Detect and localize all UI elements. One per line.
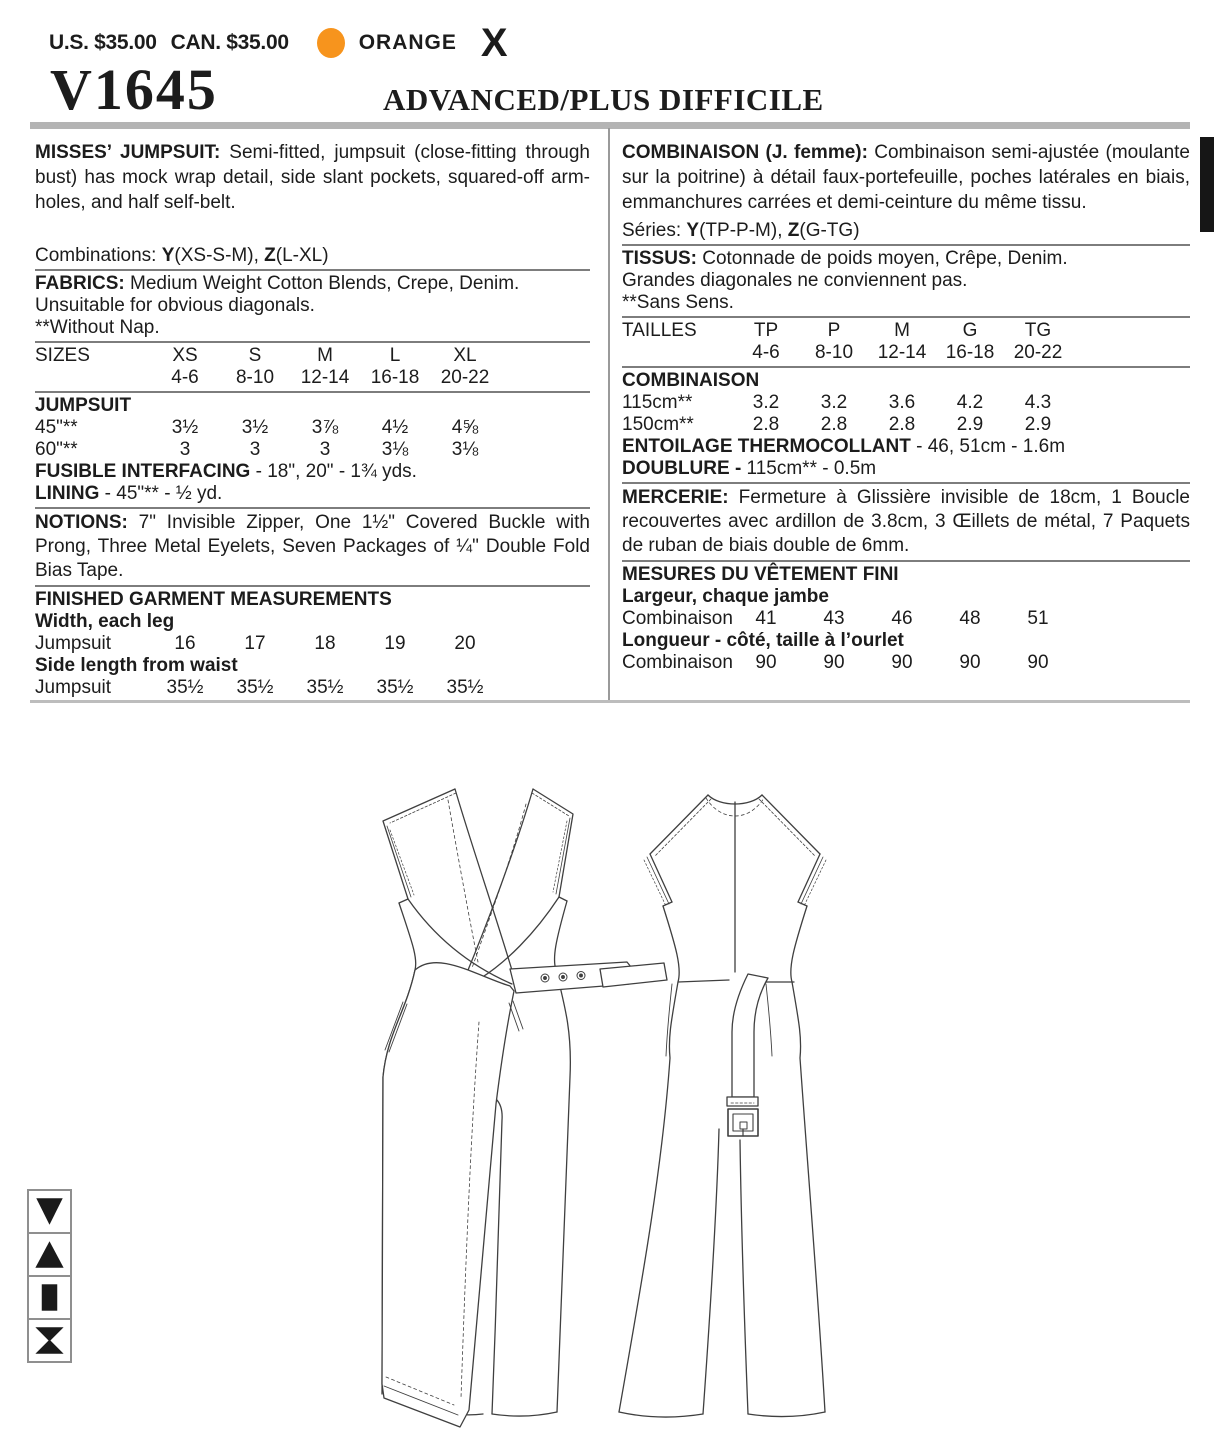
series-line: Séries: Y(TP-P-M), Z(G-TG) — [622, 220, 860, 241]
combinations-line: Combinations: Y(XS-S-M), Z(L-XL) — [35, 245, 329, 266]
right-edge-black-mark — [1200, 137, 1214, 232]
inverted-triangle-icon — [27, 1189, 72, 1234]
divider — [35, 269, 590, 271]
tissus-note1: Grandes diagonales ne conviennent pas. — [622, 270, 968, 291]
color-code: X — [480, 21, 508, 65]
divider — [35, 341, 590, 343]
divider — [622, 316, 1190, 318]
us-price: U.S. $35.00 — [49, 31, 157, 54]
divider — [35, 585, 590, 587]
french-column — [622, 140, 1190, 674]
hourglass-icon — [27, 1318, 72, 1363]
tissus-line: TISSUS: Cotonnade de poids moyen, Crêpe, Denim. — [622, 248, 1068, 269]
triangle-icon — [27, 1232, 72, 1277]
mesures-title: MESURES DU VÊTEMENT FINI — [622, 564, 899, 585]
divider — [35, 507, 590, 509]
fabrics-line: FABRICS: Medium Weight Cotton Blends, Crepe, Denim. — [35, 273, 520, 294]
rectangle-icon — [27, 1275, 72, 1320]
metrage-150-row: 150cm** 2.8 2.8 2.8 2.9 2.9 — [622, 414, 1052, 435]
doublure-line: DOUBLURE - 115cm** - 0.5m — [622, 458, 877, 479]
description-en: MISSES’ JUMPSUIT: Semi-fitted, jumpsuit (close-fitting through bust) has mock wrap detail, side slant pockets, squared-off arm-holes, and half self-belt. — [35, 142, 590, 213]
side-length-label: Side length from waist — [35, 655, 238, 676]
text-bottom-divider — [30, 700, 1190, 703]
yardage-60-row: 60"** 3 3 3 3⅛ 3⅛ — [35, 439, 479, 460]
longueur-row: Combinaison 90 90 90 90 90 — [622, 652, 1049, 673]
column-divider — [608, 128, 610, 702]
pattern-number: V1645 — [50, 57, 218, 122]
entoilage-line: ENTOILAGE THERMOCOLLANT - 46, 51cm - 1.6m — [622, 436, 1066, 457]
metrage-115-row: 115cm** 3.2 3.2 3.6 4.2 4.3 — [622, 392, 1052, 413]
interfacing-line: FUSIBLE INTERFACING - 18", 20" - 1¾ yds. — [35, 461, 417, 482]
color-name: ORANGE — [358, 31, 457, 54]
price-row — [49, 21, 508, 65]
jumpsuit-back-drawing — [600, 795, 826, 1417]
jumpsuit-line-drawings — [320, 772, 900, 1449]
english-column — [35, 140, 590, 699]
largeur-label: Largeur, chaque jambe — [622, 586, 829, 607]
garment-label-fr: COMBINAISON — [622, 370, 760, 391]
yardage-45-row: 45"** 3½ 3½ 3⅞ 4½ 4⅝ — [35, 417, 479, 438]
difficulty-level: ADVANCED/PLUS DIFFICILE — [383, 82, 824, 117]
garment-label-en: JUMPSUIT — [35, 395, 132, 416]
sizes-range-row: 4-6 8-10 12-14 16-18 20-22 — [171, 367, 490, 388]
color-swatch-icon — [317, 28, 345, 58]
tailles-range-row: 4-6 8-10 12-14 16-18 20-22 — [752, 342, 1063, 363]
tailles-header-row: TAILLES TP P M G TG — [622, 320, 1052, 341]
width-label: Width, each leg — [35, 611, 175, 632]
side-length-row: Jumpsuit 35½ 35½ 35½ 35½ 35½ — [35, 677, 484, 698]
header-divider — [30, 122, 1190, 129]
figure-symbol-column — [27, 1191, 72, 1363]
mercerie-fr: MERCERIE: Fermeture à Glissière invisible de 18cm, 1 Boucle recouvertes avec ardillon de 3.8cm, 3 Œillets de métal, 7 Paquets de ruban de biais double de 6mm. — [622, 487, 1190, 556]
divider — [35, 391, 590, 393]
divider — [622, 560, 1190, 562]
notions-en: NOTIONS: 7" Invisible Zipper, One 1½" Covered Buckle with Prong, Three Metal Eyelets, Seven Packages of ¼" Double Fold Bias Tape. — [35, 512, 590, 581]
description-fr: COMBINAISON (J. femme): Combinaison semi-ajustée (moulante sur la poitrine) à détail faux-portefeuille, poches latérales en biais, emmanchures carrées et demi-ceinture du même tissu. — [622, 142, 1190, 213]
sizes-header-row: SIZES XS S M L XL — [35, 345, 477, 366]
divider — [622, 482, 1190, 484]
longueur-label: Longueur - côté, taille à l’ourlet — [622, 630, 904, 651]
can-price: CAN. $35.00 — [170, 31, 289, 54]
lining-line: LINING - 45"** - ½ yd. — [35, 483, 223, 504]
divider — [622, 366, 1190, 368]
fabrics-note2: **Without Nap. — [35, 317, 160, 338]
fgm-title: FINISHED GARMENT MEASUREMENTS — [35, 589, 392, 610]
width-row: Jumpsuit 16 17 18 19 20 — [35, 633, 476, 654]
fabrics-note1: Unsuitable for obvious diagonals. — [35, 295, 315, 316]
tissus-note2: **Sans Sens. — [622, 292, 734, 313]
jumpsuit-front-drawing — [382, 789, 635, 1427]
divider — [622, 244, 1190, 246]
largeur-row: Combinaison 41 43 46 48 51 — [622, 608, 1049, 629]
